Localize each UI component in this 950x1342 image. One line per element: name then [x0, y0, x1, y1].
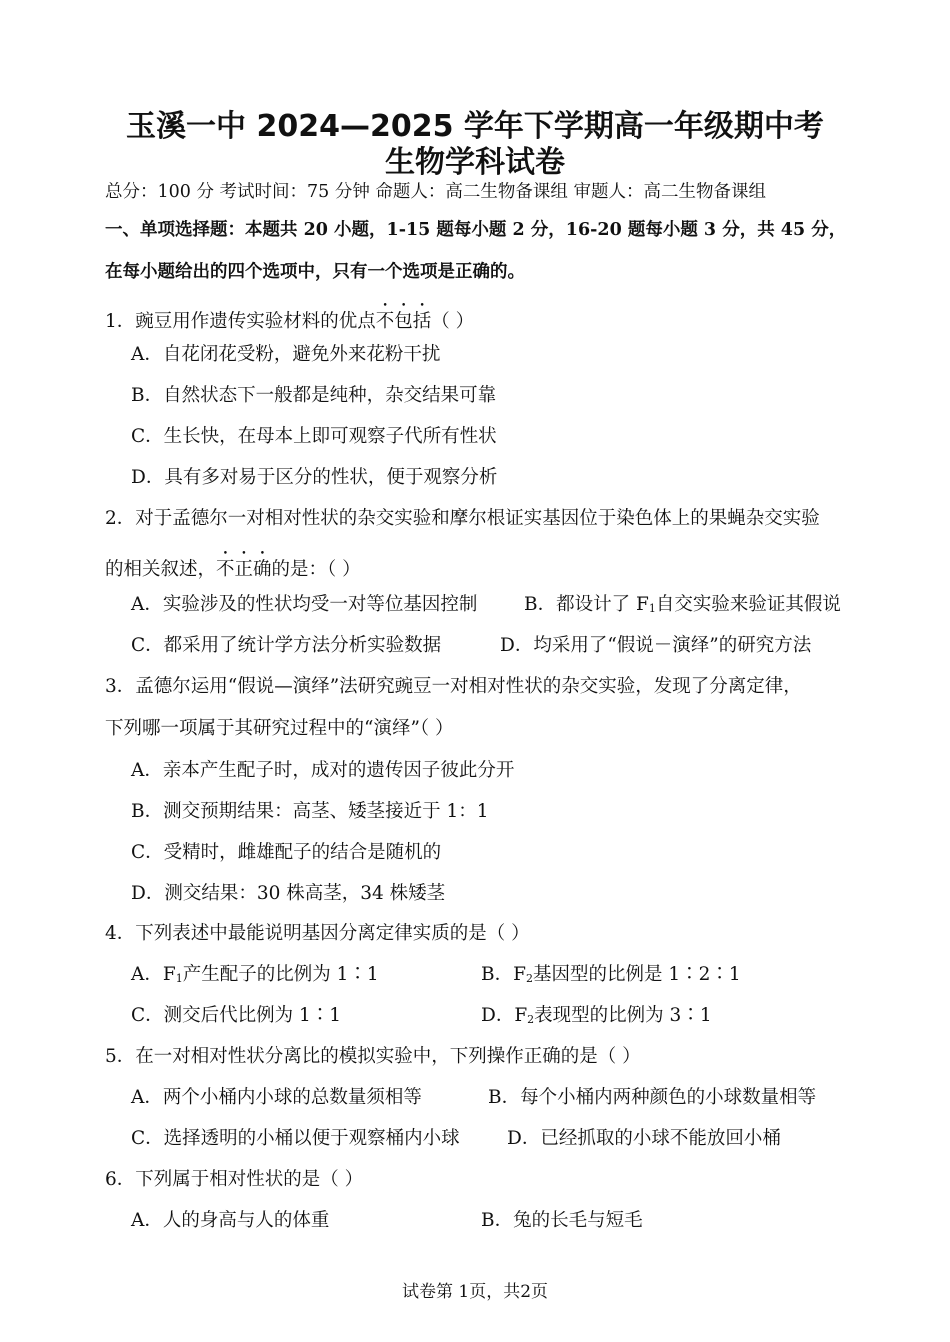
- title-line2: 生物学科试卷: [385, 145, 565, 180]
- q4-a-sub: 1: [175, 972, 183, 985]
- q4-option-a: [131, 963, 379, 991]
- q2-b-text: B．都设计了 F: [524, 594, 649, 615]
- q4-a-text: A．F: [131, 964, 176, 985]
- q2-b-sub: 1: [648, 602, 656, 615]
- q5-option-b: B．每个小桶内两种颜色的小球数量相等: [488, 1087, 817, 1108]
- question-6: 6．下列属于相对性状的是（ ）: [105, 1169, 364, 1190]
- exam-info: 总分：100 分 考试时间：75 分钟 命题人：高二生物备课组 审题人：高二生物备课组: [105, 182, 766, 202]
- q1-option-d: D．具有多对易于区分的性状，便于观察分析: [131, 467, 498, 488]
- q3-option-d: D．测交结果：30 株高茎，34 株矮茎: [131, 883, 446, 904]
- q2-bracket: 的是：（ ）: [271, 559, 361, 580]
- page-footer: 试卷第 1页，共2页: [401, 1282, 549, 1302]
- q2-text: 的相关叙述，: [105, 559, 217, 580]
- q4-b-text2: 基因型的比例是 1∶2∶1: [532, 964, 741, 985]
- q4-d-text2: 表现型的比例为 3∶1: [534, 1005, 712, 1026]
- q6-option-b: B．兔的长毛与短毛: [481, 1210, 643, 1231]
- question-3-line2: 下列哪一项属于其研究过程中的“演绎”（ ）: [105, 718, 454, 739]
- q4-a-text2: 产生配子的比例为 1∶1: [182, 964, 379, 985]
- q4-b-sub: 2: [525, 972, 533, 985]
- q3-option-b: B．测交预期结果：高茎、矮茎接近于 1：1: [131, 801, 489, 822]
- question-5: 5．在一对相对性状分离比的模拟实验中，下列操作正确的是（ ）: [105, 1046, 641, 1067]
- q2-option-d: D．均采用了“假说－演绎”的研究方法: [500, 635, 812, 656]
- q5-option-a: A．两个小桶内小球的总数量须相等: [131, 1087, 422, 1108]
- q4-d-text: D．F: [481, 1005, 528, 1026]
- q1-option-b: B．自然状态下一般都是纯种，杂交结果可靠: [131, 385, 497, 406]
- q5-option-d: D．已经抓取的小球不能放回小桶: [507, 1128, 781, 1149]
- q3-option-c: C．受精时，雌雄配子的结合是随机的: [131, 842, 442, 863]
- question-3-line1: 3．孟德尔运用“假说—演绎”法研究豌豆一对相对性状的杂交实验，发现了分离定律，: [105, 676, 802, 697]
- q2-option-a: A．实验涉及的性状均受一对等位基因控制: [131, 594, 478, 615]
- q1-bracket: （ ）: [431, 311, 475, 332]
- q1-text: 1．豌豆用作遗传实验材料的优点: [105, 311, 376, 332]
- q4-option-c: C．测交后代比例为 1∶1: [131, 1005, 342, 1026]
- section-heading-line2: 在每小题给出的四个选项中，只有一个选项是正确的。: [105, 262, 525, 282]
- q4-option-d: [481, 1004, 712, 1032]
- q2-option-c: C．都采用了统计学方法分析实验数据: [131, 635, 442, 656]
- question-2-line1: 2．对于孟德尔一对相对性状的杂交实验和摩尔根证实基因位于染色体上的果蝇杂交实验: [105, 508, 820, 529]
- q2-emphasis: 不正确: [216, 559, 272, 580]
- question-2-line2: [105, 549, 361, 582]
- q6-option-a: A．人的身高与人的体重: [131, 1210, 330, 1231]
- q4-b-text: B．F: [481, 964, 526, 985]
- q1-emphasis: 不包括: [375, 311, 432, 332]
- q3-option-a: A．亲本产生配子时，成对的遗传因子彼此分开: [131, 760, 515, 781]
- q1-option-c: C．生长快，在母本上即可观察子代所有性状: [131, 426, 497, 447]
- title-line1: 玉溪一中 2024—2025 学年下学期高一年级期中考: [126, 109, 824, 144]
- q4-d-sub: 2: [527, 1013, 535, 1026]
- q2-option-b: [524, 593, 841, 621]
- question-1: [105, 301, 474, 334]
- q5-option-c: C．选择透明的小桶以便于观察桶内小球: [131, 1128, 460, 1149]
- question-4: 4．下列表述中最能说明基因分离定律实质的是（ ）: [105, 923, 530, 944]
- section-heading-line1: 一、单项选择题：本题共 20 小题，1-15 题每小题 2 分，16-20 题每小题 3 分，共 45 分，: [105, 220, 847, 240]
- q4-option-b: [481, 963, 741, 991]
- q2-b-text2: 自交实验来验证其假说: [655, 594, 841, 615]
- q1-option-a: A．自花闭花受粉，避免外来花粉干扰: [131, 344, 441, 365]
